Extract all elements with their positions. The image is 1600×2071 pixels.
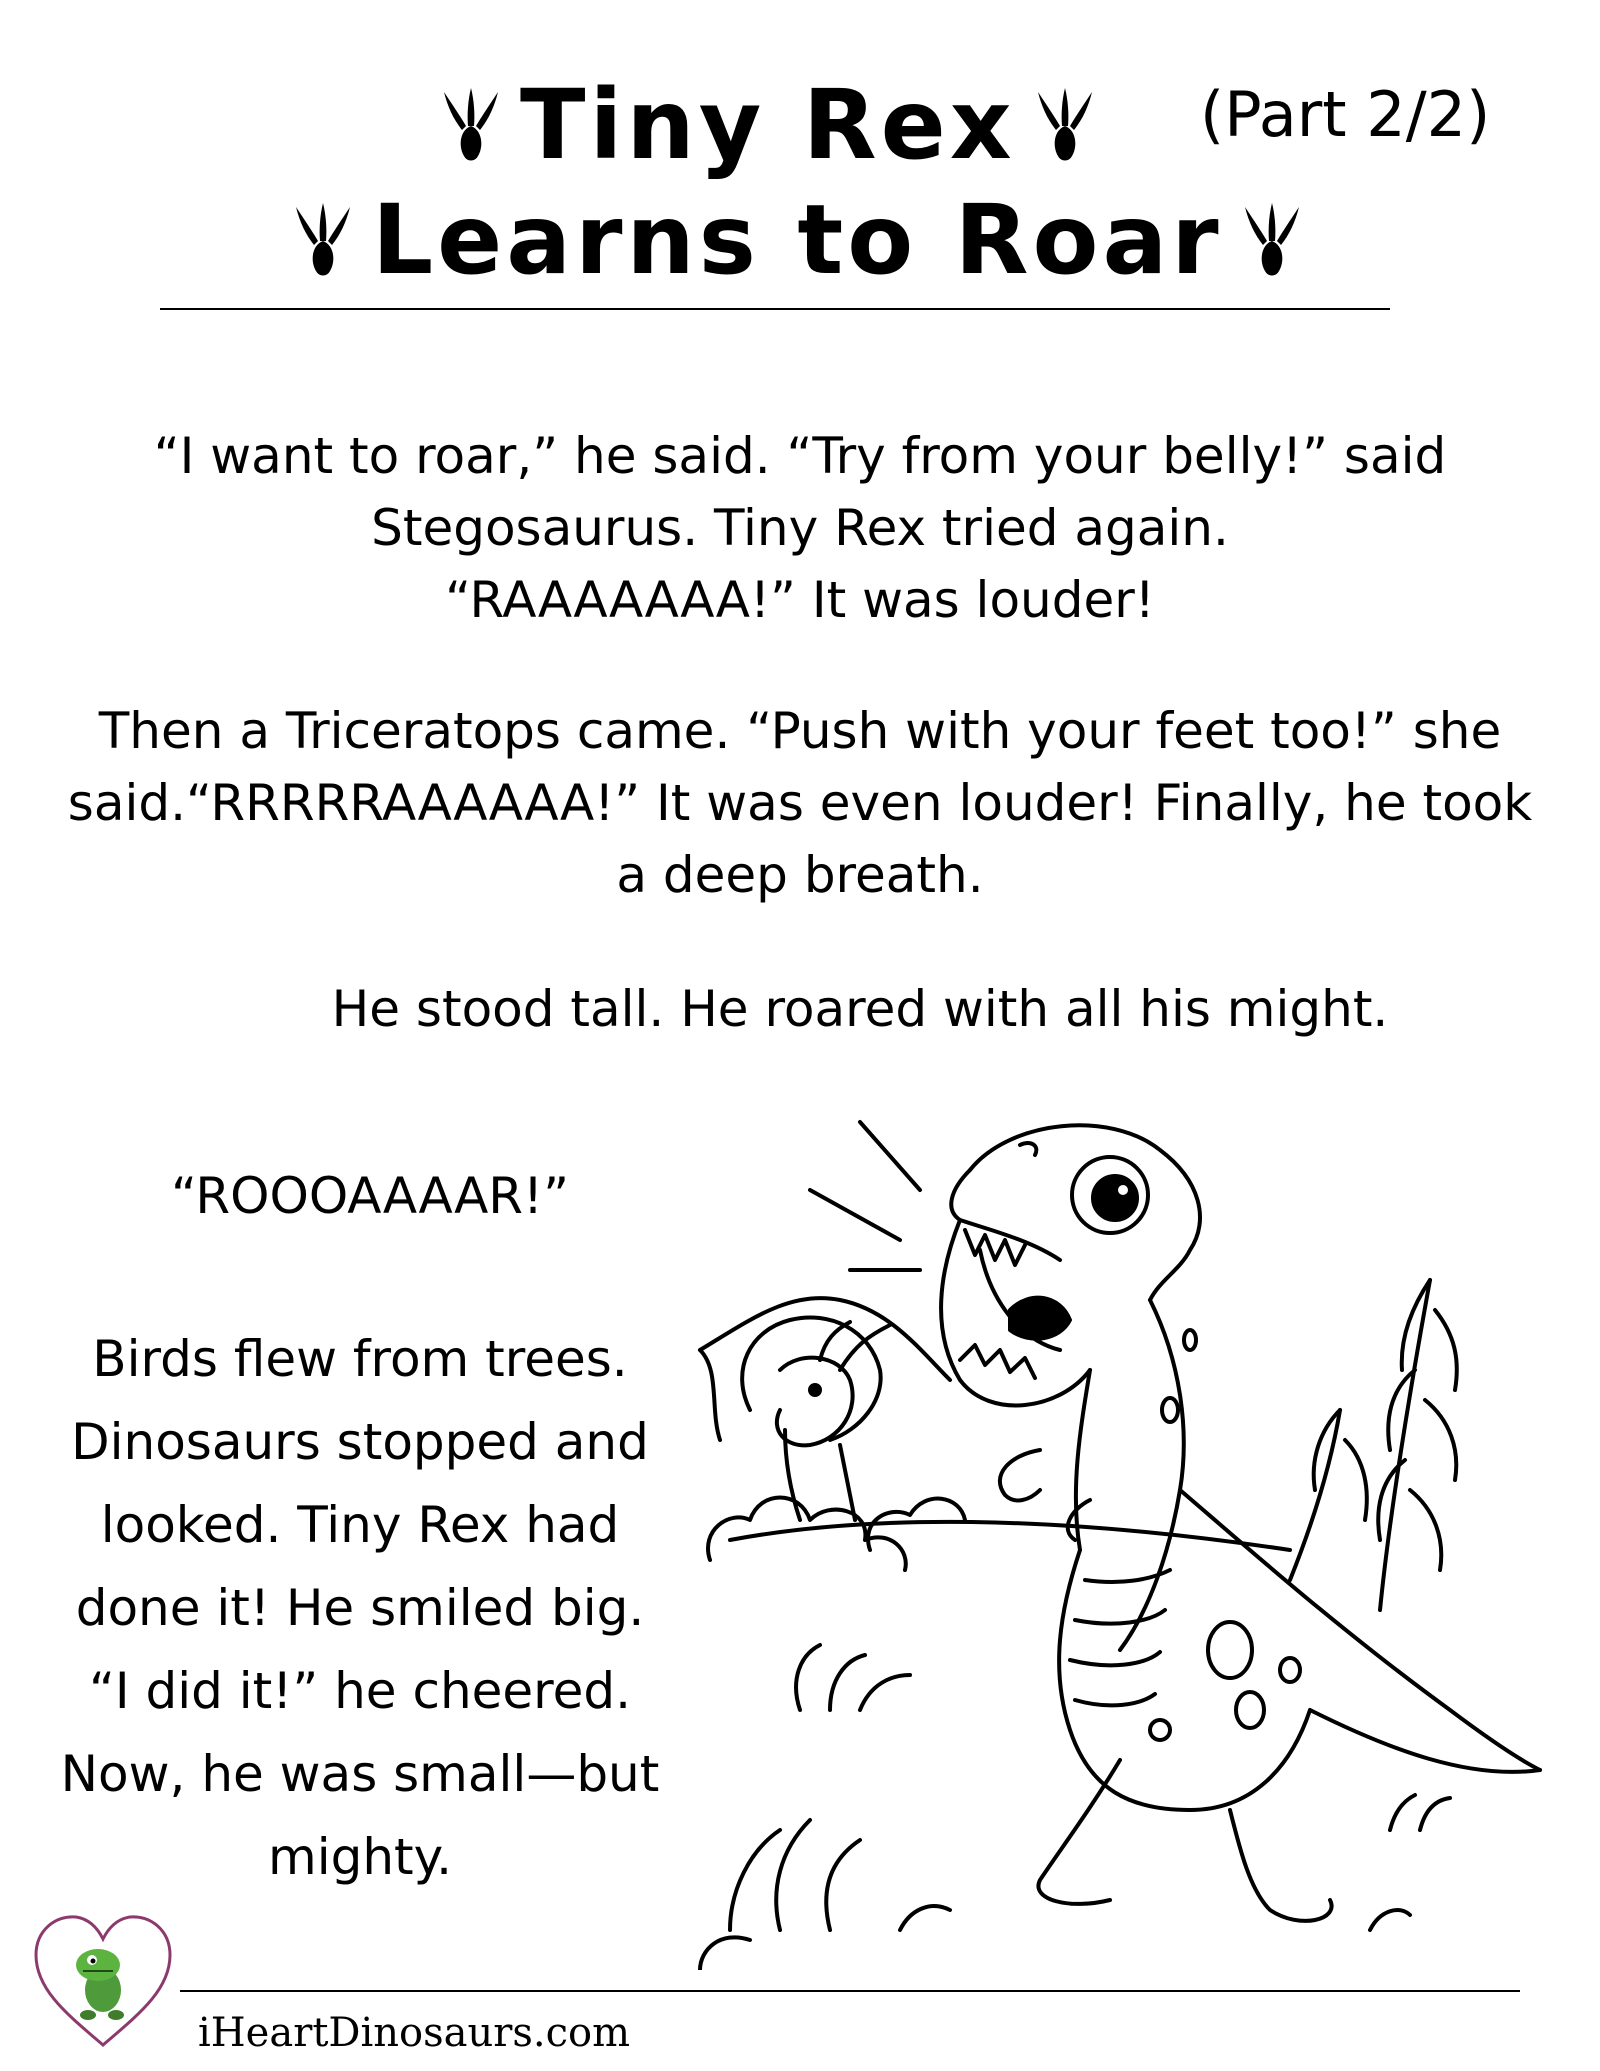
story-line: “I did it!” he cheered. xyxy=(88,1662,632,1720)
dino-footprint-icon xyxy=(292,201,354,279)
story-paragraph-3: He stood tall. He roared with all his might. xyxy=(331,980,1389,1038)
title-text-2: Learns to Roar xyxy=(372,184,1223,296)
title-line-2 xyxy=(292,185,1312,295)
title-line-1 xyxy=(440,70,1160,180)
story-line: mighty. xyxy=(268,1828,452,1886)
part-label: (Part 2/2) xyxy=(1200,78,1491,151)
story-line: said.“RRRRRAAAAAA!” It was even louder! Finally, he took xyxy=(67,774,1533,832)
footer-divider xyxy=(180,1990,1520,1992)
story-line: Stegosaurus. Tiny Rex tried again. xyxy=(371,499,1229,557)
story-paragraph-2 xyxy=(40,695,1560,911)
roaring-t-rex-coloring-illustration xyxy=(690,1110,1570,1970)
story-paragraph-5 xyxy=(40,1318,680,1899)
dino-footprint-icon xyxy=(1034,86,1096,164)
dino-footprint-icon xyxy=(1241,201,1303,279)
story-line: a deep breath. xyxy=(616,846,984,904)
story-line: “I want to roar,” he said. “Try from your belly!” said xyxy=(153,427,1447,485)
story-line: Now, he was small—but xyxy=(60,1745,660,1803)
title-divider xyxy=(160,308,1390,310)
website-link[interactable]: iHeartDinosaurs.com xyxy=(198,2010,631,2056)
story-line: “RAAAAAAA!” It was louder! xyxy=(445,571,1155,629)
story-line: Dinosaurs stopped and xyxy=(71,1413,649,1471)
story-line: Birds flew from trees. xyxy=(92,1330,628,1388)
dino-footprint-icon xyxy=(440,86,502,164)
story-line: looked. Tiny Rex had xyxy=(100,1496,620,1554)
title-text-1: Tiny Rex xyxy=(520,69,1016,181)
story-line: Then a Triceratops came. “Push with your feet too!” she xyxy=(98,702,1502,760)
roar-text: “ROOOAAAAR!” xyxy=(171,1167,569,1225)
heart-dinosaur-logo-icon xyxy=(28,1905,178,2055)
story-paragraph-1 xyxy=(40,420,1560,636)
story-line: done it! He smiled big. xyxy=(75,1579,645,1637)
